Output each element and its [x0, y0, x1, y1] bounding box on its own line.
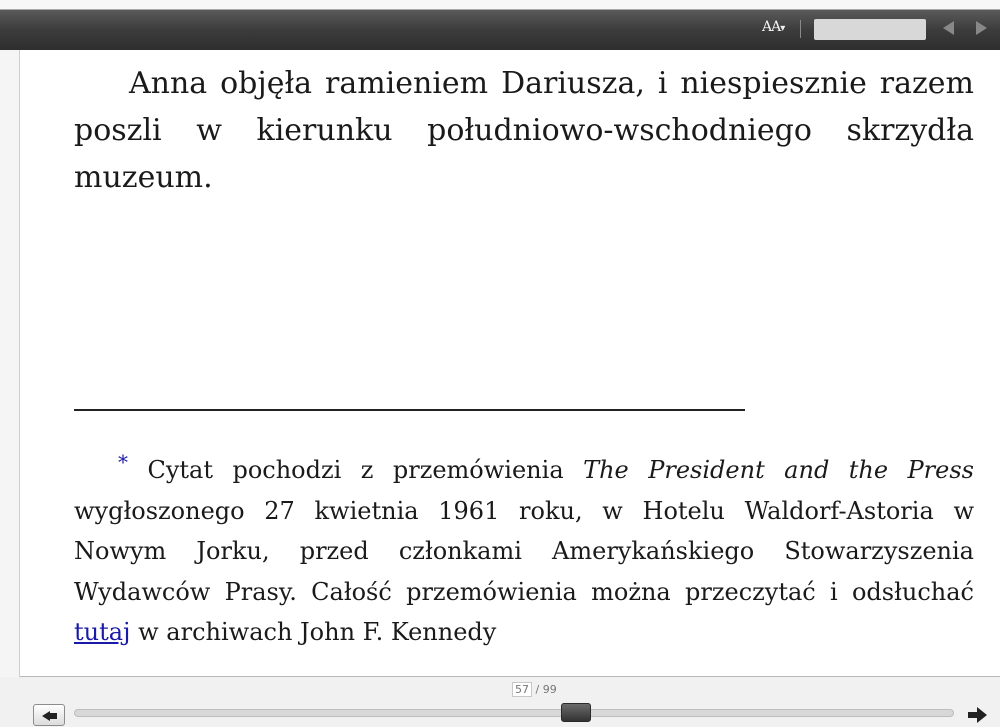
page-indicator [512, 682, 557, 697]
current-page-number[interactable]: 57 [512, 682, 532, 697]
footnote-paragraph [74, 450, 974, 653]
footnote-link[interactable]: tutaj [74, 618, 131, 646]
triangle-right-icon[interactable] [976, 21, 987, 35]
footnote-text-start: Cytat pochodzi z przemówienia [147, 456, 584, 484]
footnote-marker-link[interactable]: * [118, 450, 128, 474]
page-slider-track[interactable] [74, 709, 954, 717]
footnote-divider [74, 409, 745, 411]
chevron-down-icon: ▾ [780, 23, 785, 34]
arrow-right-stem [968, 712, 977, 718]
page-separator: / [535, 683, 540, 696]
left-edge [0, 50, 20, 677]
top-toolbar [0, 0, 1000, 50]
bottom-navigation-bar [0, 677, 1000, 727]
footnote-text-middle: wygłoszonego 27 kwietnia 1961 roku, w Hotelu Waldorf-Astoria w Nowym Jorku, przed członkami Amerykańskiego Stowarzyszenia Wydawców Prasy. Całość przemówienia można przeczytać i odsłuchać [74, 496, 974, 606]
total-pages: 99 [542, 683, 557, 696]
page-slider-thumb[interactable] [561, 703, 591, 722]
previous-page-button[interactable] [33, 704, 65, 726]
reader-page [20, 50, 1000, 676]
font-size-button[interactable] [762, 19, 784, 35]
arrow-left-stem [49, 713, 57, 719]
arrow-right-icon [977, 707, 987, 723]
search-input[interactable] [814, 19, 926, 40]
speech-title: The President and the Press [583, 456, 974, 484]
toolbar-divider [800, 20, 801, 38]
triangle-left-icon[interactable] [943, 21, 954, 35]
font-size-label: AA [762, 19, 781, 35]
next-page-button[interactable] [968, 706, 988, 724]
footnote-text-end: w archiwach John F. Kennedy [130, 618, 497, 646]
body-paragraph: Anna objęła ramieniem Dariusza, i niespiesznie razem poszli w kierunku południowo-wschodniego skrzydła muzeum. [74, 66, 974, 195]
